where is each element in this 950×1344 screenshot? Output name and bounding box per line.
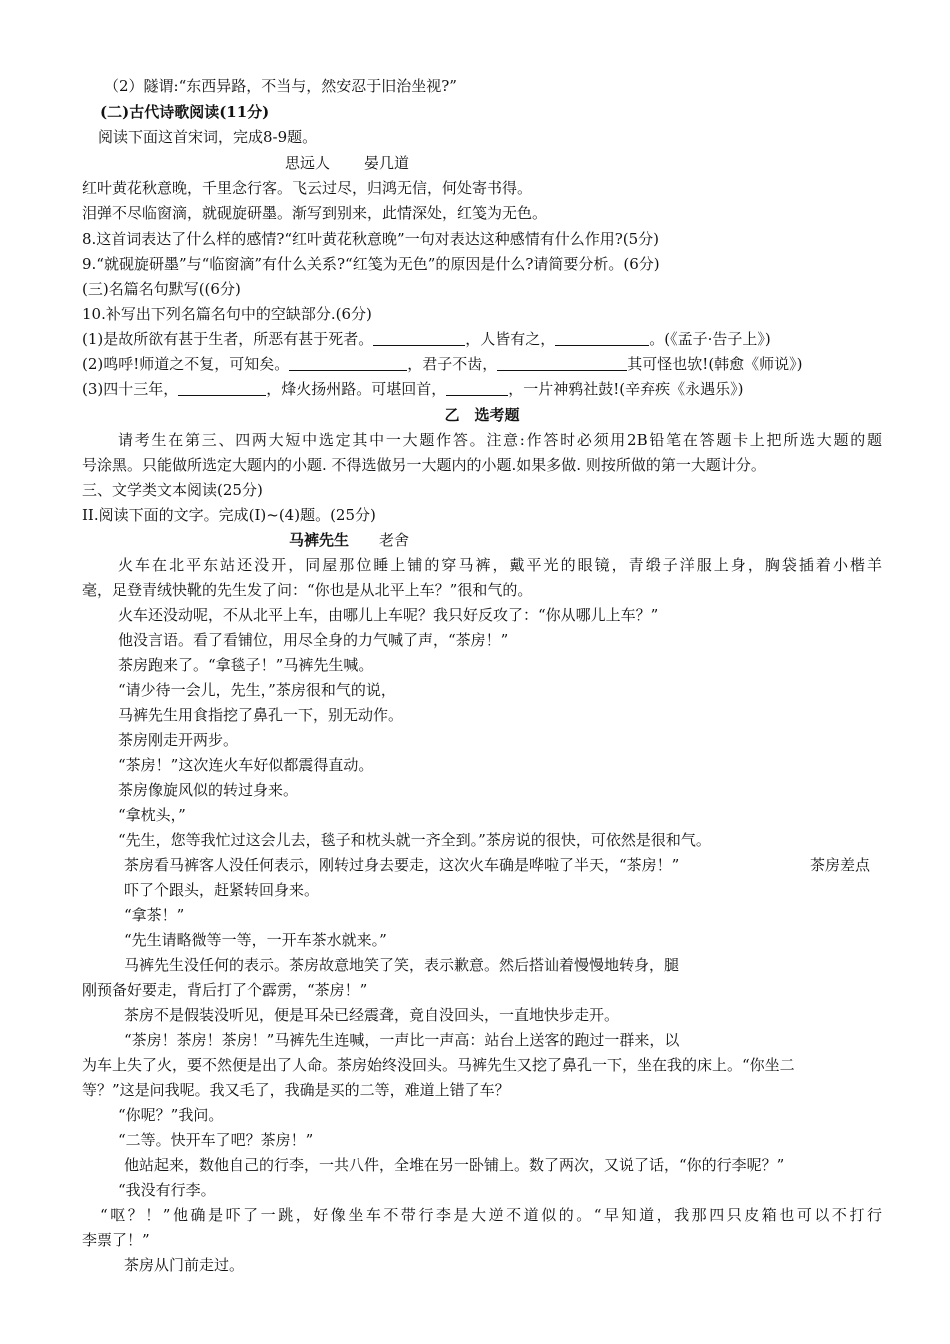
poem-line-1: 红叶黄花秋意晚，千里念行客。飞云过尽，归鸿无信，何处寄书得。 — [82, 179, 533, 197]
story-paragraph: 茶房像旋风似的转过身来。 — [118, 781, 299, 799]
story-heading — [289, 528, 882, 552]
answer-blank[interactable] — [373, 329, 465, 346]
recitation-3-text-b: ，烽火扬州路。可堪回首， — [266, 380, 447, 398]
recitation-row-2 — [82, 352, 882, 376]
translation-item-2: （2）隧谓:“东西异路，不当与，然安忍于旧治坐视?” — [104, 77, 457, 95]
story-paragraph: 等？”这是问我呢。我又毛了，我确是买的二等，难道上错了车？ — [82, 1081, 510, 1099]
recitation-1-text-b: ，人皆有之， — [465, 330, 556, 348]
poem-title: 思远人 — [285, 154, 331, 172]
answer-blank[interactable] — [497, 354, 627, 371]
story-title: 马裤先生 — [289, 531, 350, 549]
story-paragraph: “请少待一会儿，先生，”茶房很和气的说， — [118, 681, 396, 699]
answer-blank[interactable] — [178, 379, 266, 396]
recitation-row-3 — [82, 377, 882, 401]
story-paragraph: 李票了！” — [82, 1231, 150, 1249]
story-paragraph: “茶房！”这次连火车好似都震得直动。 — [118, 756, 374, 774]
story-paragraph: 茶房跑来了。“拿毯子！”马裤先生喊。 — [118, 656, 374, 674]
story-paragraph: “茶房！茶房！茶房！”马裤先生连喊，一声比一声高：站台上送客的跑过一群来，以 — [124, 1031, 680, 1049]
recitation-3-text-c: ，一片神鸦社鼓!(辛弃疾《永遇乐》) — [508, 380, 744, 398]
story-paragraph: “呕？！”他确是吓了一跳，好像坐车不带行李是大逆不道似的。“早知道，我那四只皮箱也可以不打行 — [100, 1206, 882, 1224]
recitation-3-text-a: (3)四十三年， — [82, 380, 179, 398]
story-paragraph: 他站起来，数他自己的行李，一共八件，全堆在另一卧铺上。数了两次，又说了话，“你的行李呢？” — [124, 1156, 785, 1174]
story-paragraph: 吓了个跟头，赶紧转回身来。 — [124, 881, 320, 899]
recitation-1-text-c: 。(《孟子·告子上》) — [649, 330, 771, 348]
story-paragraph: 他没言语。看了看铺位，用尽全身的力气喊了声，“茶房！” — [118, 631, 509, 649]
recitation-2-text-b: ，君子不齿， — [407, 355, 498, 373]
answer-blank[interactable] — [289, 354, 407, 371]
story-paragraph: 毫，足登青绒快靴的先生发了问：“你也是从北平上车？”很和气的。 — [82, 581, 533, 599]
story-paragraph: “二等。快开车了吧？茶房！” — [118, 1131, 314, 1149]
story-paragraph: “我没有行李。 — [118, 1181, 216, 1199]
literary-reading-heading: 三、文学类文本阅读(25分) — [82, 481, 263, 499]
story-paragraph: 茶房刚走开两步。 — [118, 731, 239, 749]
story-paragraph: 茶房看马裤客人没任何表示，刚转过身去要走，这次火车确是哗啦了半天，“茶房！” — [124, 856, 680, 874]
recitation-heading: (三)名篇名句默写((6分) — [82, 280, 241, 298]
question-9: 9.“就砚旋研墨”与“临窗滴”有什么关系?“红笺为无色”的原因是什么?请简要分析。(6分) — [82, 255, 660, 273]
recitation-2-text-c: 其可怪也欤!(韩愈《师说》) — [627, 355, 803, 373]
question-10: 10.补写出下列名篇名句中的空缺部分.(6分) — [82, 305, 372, 323]
story-paragraph: 火车还没动呢，不从北平上车，由哪儿上车呢？我只好反攻了：“你从哪儿上车？” — [118, 606, 659, 624]
optional-section-heading: 乙 选考题 — [444, 406, 520, 424]
story-paragraph: 刚预备好要走，背后打了个霹雳，“茶房！” — [82, 981, 368, 999]
story-paragraph: 茶房差点 — [810, 856, 871, 874]
optional-instructions-line-2: 号涂黑。只能做所选定大题内的小题. 不得选做另一大题内的小题.如果多做. 则按所做的第一大题计分。 — [82, 456, 766, 474]
poem-author: 晏几道 — [364, 154, 410, 172]
story-paragraph: 茶房不是假装没听见，便是耳朵已经震聋，竟自没回头，一直地快步走开。 — [124, 1006, 620, 1024]
story-author: 老舍 — [379, 531, 410, 549]
story-paragraph: 为车上失了火，要不然便是出了人命。茶房始终没回头。马裤先生又挖了鼻孔一下，坐在我的床上。“你坐二 — [82, 1056, 795, 1074]
story-paragraph: “你呢？”我问。 — [118, 1106, 224, 1124]
story-paragraph: 马裤先生没任何的表示。茶房故意地笑了笑，表示歉意。然后搭讪着慢慢地转身，腿 — [124, 956, 680, 974]
story-paragraph: 茶房从门前走过。 — [124, 1256, 245, 1274]
poetry-reading-heading: (二)古代诗歌阅读(11分) — [100, 103, 270, 121]
story-paragraph: 马裤先生用食指挖了鼻孔一下，别无动作。 — [118, 706, 404, 724]
story-paragraph: 火车在北平东站还没开，同屋那位睡上铺的穿马裤，戴平光的眼镜，青缎子洋服上身，胸袋插着小楷羊 — [118, 556, 882, 574]
poem-heading — [285, 151, 882, 175]
story-paragraph: “先生请略微等一等，一开车茶水就来。” — [124, 931, 387, 949]
answer-blank[interactable] — [555, 329, 649, 346]
poetry-instructions: 阅读下面这首宋词，完成8-9题。 — [98, 128, 318, 146]
story-paragraph: “先生，您等我忙过这会儿去，毯子和枕头就一齐全到。”茶房说的很快，可依然是很和气。 — [118, 831, 711, 849]
story-paragraph: “拿茶！” — [124, 906, 185, 924]
recitation-2-text-a: (2)鸣呼!师道之不复，可知矣。 — [82, 355, 290, 373]
optional-instructions-line-1: 请考生在第三、四两大短中选定其中一大题作答。注意:作答时必须用2B铅笔在答题卡上把所选大题的题 — [118, 431, 882, 449]
question-8: 8.这首词表达了什么样的感情?“红叶黄花秋意晚”一句对表达这种感情有什么作用?(5分) — [82, 230, 659, 248]
story-paragraph: “拿枕头，” — [118, 806, 186, 824]
poem-line-2: 泪弹不尽临窗滴，就砚旋研墨。渐写到别来，此情深处，红笺为无色。 — [82, 204, 548, 222]
question-11: II.阅读下面的文字。完成(I)~(4)题。(25分) — [82, 506, 376, 524]
answer-blank[interactable] — [446, 379, 508, 396]
recitation-row-1 — [82, 327, 882, 351]
recitation-1-text-a: (1)是故所欲有甚于生者，所恶有甚于死者。 — [82, 330, 374, 348]
